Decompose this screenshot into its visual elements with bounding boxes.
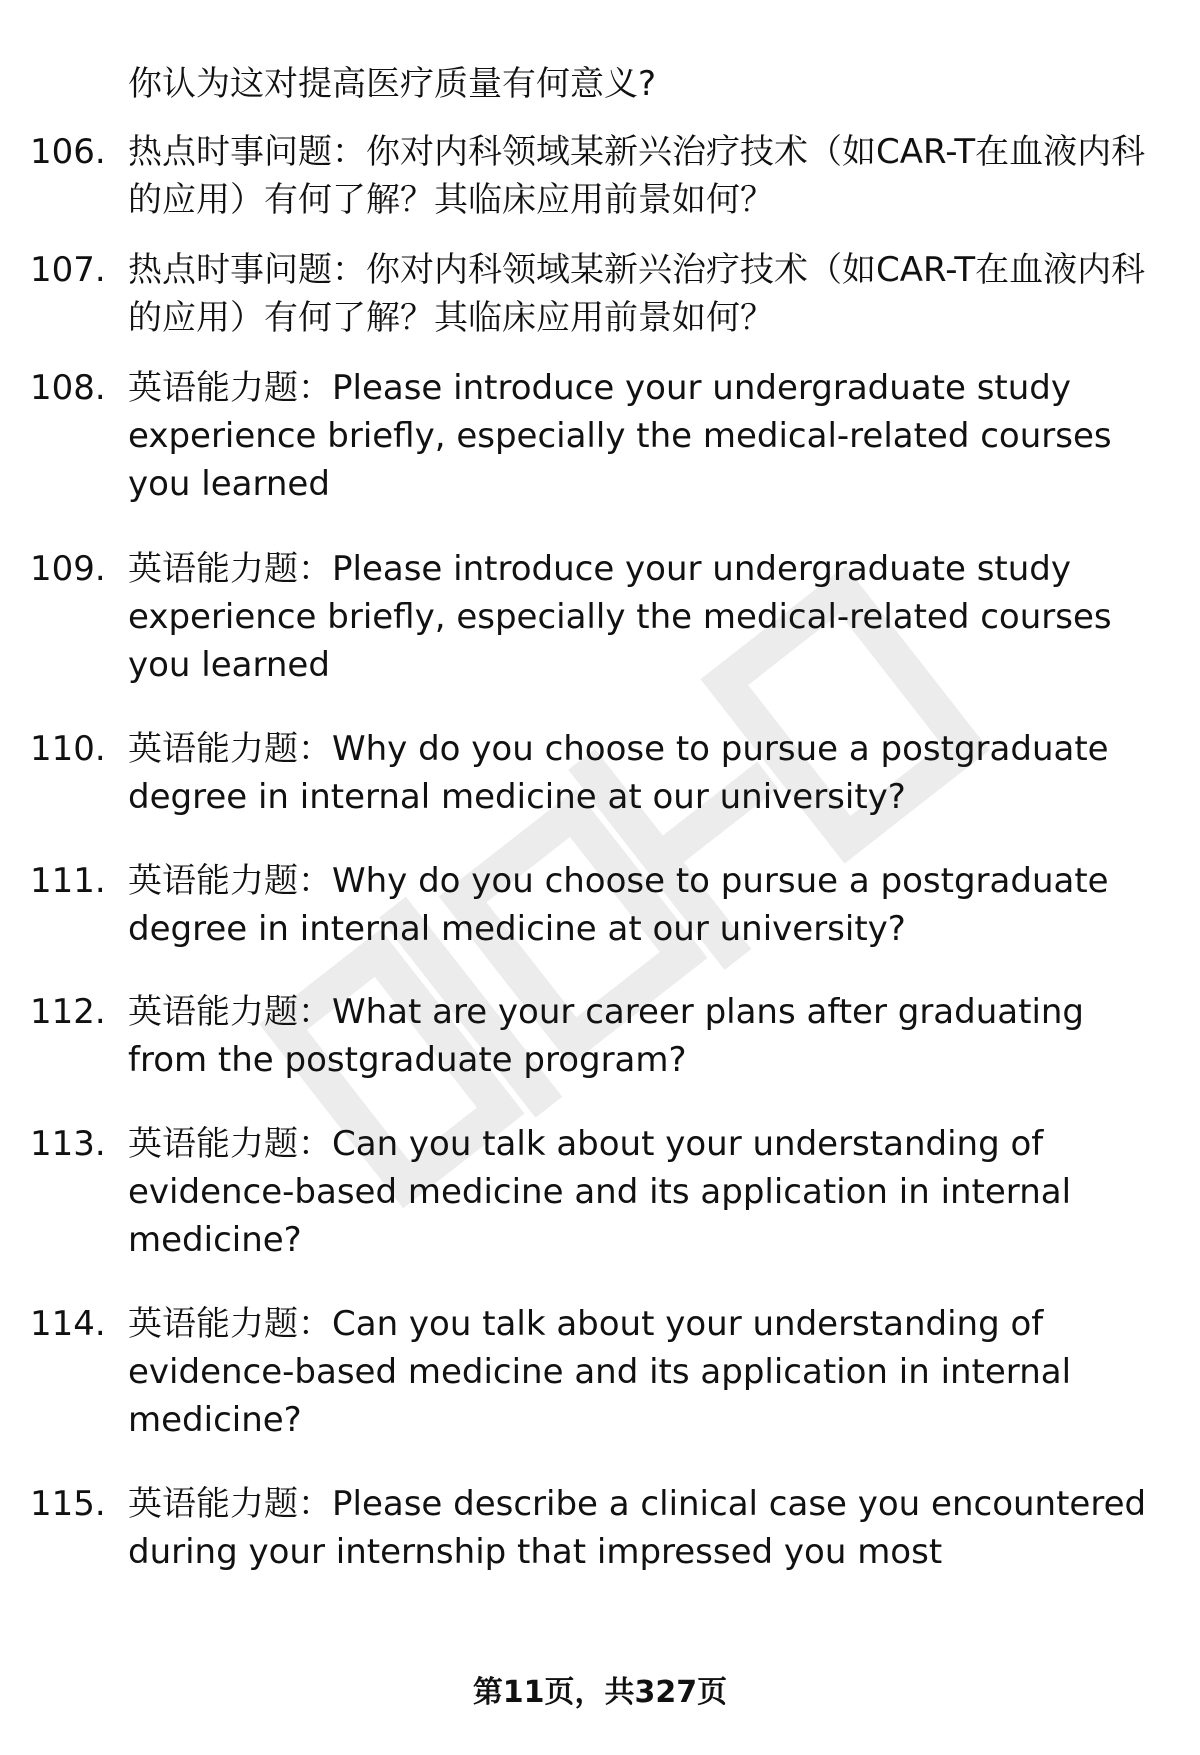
question-number: 110. <box>30 729 106 769</box>
question-text: 英语能力题：Please introduce your undergraduate study experience briefly, especially the medical-related courses you learned <box>128 368 1112 504</box>
continuation-text: 你认为这对提高医疗质量有何意义? <box>128 64 657 104</box>
question-number: 107. <box>30 250 106 290</box>
question-number: 111. <box>30 861 106 901</box>
question-text: 英语能力题：Can you talk about your understanding of evidence-based medicine and its application in internal medicine? <box>128 1124 1072 1260</box>
question-number: 109. <box>30 549 106 589</box>
page-footer: 第11页，共327页 <box>472 1675 728 1710</box>
question-text: 英语能力题：Please introduce your undergraduate study experience briefly, especially the medical-related courses you learned <box>128 549 1112 685</box>
question-text: 热点时事问题：你对内科领域某新兴治疗技术（如CAR-T在血液内科的应用）有何了解？其临床应用前景如何？ <box>128 250 1146 338</box>
question-number: 108. <box>30 368 106 408</box>
question-text: 英语能力题：Why do you choose to pursue a postgraduate degree in internal medicine at our university? <box>128 729 1109 817</box>
question-number: 115. <box>30 1484 106 1524</box>
question-number: 106. <box>30 132 106 172</box>
question-number: 113. <box>30 1124 106 1164</box>
question-number: 112. <box>30 992 106 1032</box>
question-text: 英语能力题：Why do you choose to pursue a postgraduate degree in internal medicine at our university? <box>128 861 1109 949</box>
question-number: 114. <box>30 1304 106 1344</box>
question-text: 英语能力题：Can you talk about your understanding of evidence-based medicine and its application in internal medicine? <box>128 1304 1072 1440</box>
question-text: 英语能力题：Please describe a clinical case you encountered during your internship that impressed you most <box>128 1484 1147 1572</box>
question-text: 英语能力题：What are your career plans after graduating from the postgraduate program? <box>128 992 1085 1080</box>
question-text: 热点时事问题：你对内科领域某新兴治疗技术（如CAR-T在血液内科的应用）有何了解？其临床应用前景如何？ <box>128 132 1146 220</box>
